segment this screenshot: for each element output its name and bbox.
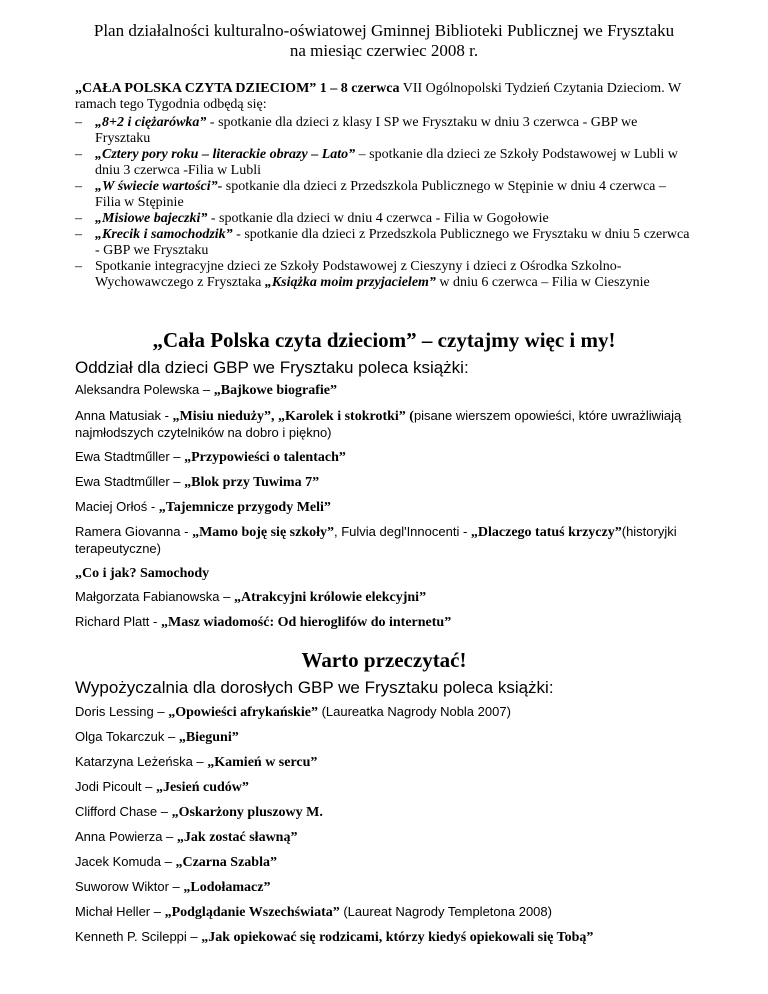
list-item: Aleksandra Polewska – „Bajkowe biografie”: [75, 382, 338, 398]
book-title: „Atrakcyjni królowie elekcyjni”: [233, 590, 427, 605]
book-title: „Podglądanie Wszechświata”: [164, 905, 340, 920]
section2-heading: Warto przeczytać!: [301, 648, 467, 672]
book-title: „Przypowieści o talentach”: [184, 450, 346, 465]
book-title: „Co i jak? Samochody: [75, 566, 210, 581]
list-item: Suworow Wiktor – „Lodołamacz”: [75, 879, 271, 895]
book-title: „Dlaczego tatuś krzyczy”: [470, 525, 622, 540]
event-text: – spotkanie dla dzieci ze Szkoły Podstawowej w Lubli w dniu 3 czerwca -Filia w Lubli: [95, 147, 678, 178]
book-title: „Jak zostać sławną”: [176, 830, 298, 845]
list-item: Katarzyna Leżeńska – „Kamień w sercu”: [75, 754, 318, 770]
event-text: - spotkanie dla dzieci z klasy I SP we Frysztaku w dniu 3 czerwca - GBP we Frysztaku: [95, 115, 638, 146]
list-item: Anna Matusiak - „Misiu nieduży”, „Karolek i stokrotki” (pisane wierszem opowieści, które uwrażliwiają najmłodszych czytelników na dobro i piękno): [75, 408, 682, 440]
book-title: „Mamo boję się szkoły”: [192, 525, 334, 540]
event-text: spotkanie dla dzieci z Przedszkola Publicznego w Stępinie w dniu 4 czerwca – Filia w Stępinie: [95, 179, 666, 210]
event-title: „W świecie wartości”-: [95, 179, 223, 194]
list-item: Jacek Komuda – „Czarna Szabla”: [75, 854, 277, 870]
list-item: Ramera Giovanna - „Mamo boję się szkoły”, Fulvia degl'Innocenti - „Dlaczego tatuś krzyczy”(historyjki terapeutyczne): [75, 524, 677, 556]
section2-lead: Wypożyczalnia dla dorosłych GBP we Frysztaku poleca książki:: [75, 678, 554, 697]
list-item: – „W świecie wartości”- spotkanie dla dzieci z Przedszkola Publicznego w Stępinie w dniu 4 czerwca – Filia w Stępinie: [75, 179, 666, 210]
document-title-line1: Plan działalności kulturalno-oświatowej Gminnej Biblioteki Publicznej we Frysztaku: [93, 21, 675, 40]
book-title: „Jesień cudów”: [155, 780, 249, 795]
book-title: „Oskarżony pluszowy M.: [171, 805, 323, 820]
section1-heading: „Cała Polska czyta dzieciom” – czytajmy więc i my!: [152, 328, 616, 352]
list-item: Doris Lessing – „Opowieści afrykańskie” (Laureatka Nagrody Nobla 2007): [75, 704, 511, 720]
book-title: „Masz wiadomość: Od hieroglifów do internetu”: [160, 615, 452, 630]
list-item: Olga Tokarczuk – „Bieguni”: [75, 729, 239, 745]
list-item: Ewa Stadtműller – „Przypowieści o talentach”: [75, 449, 346, 465]
intro-text: VII Ogólnopolski Tydzień Czytania Dzieciom. W ramach tego Tygodnia odbędą się:: [75, 81, 681, 112]
event-title: „Cztery pory roku – literackie obrazy – Lato”: [95, 147, 356, 162]
intro-title: „CAŁA POLSKA CZYTA DZIECIOM” 1 – 8 czerwca: [75, 81, 400, 96]
list-item: – „Cztery pory roku – literackie obrazy – Lato” – spotkanie dla dzieci ze Szkoły Podstawowej w Lubli w dniu 3 czerwca -Filia w Lubli: [75, 147, 678, 178]
book-title: „Misiu nieduży”, „Karolek i stokrotki” (: [172, 409, 414, 424]
event-title: „8+2 i ciężarówka”: [95, 115, 207, 130]
list-item: – „Krecik i samochodzik” - spotkanie dla dzieci z Przedszkola Publicznego we Frysztaku w dniu 5 czerwca - GBP we Frysztaku: [75, 227, 690, 258]
event-text: w dniu 6 czerwca – Filia w Cieszynie: [435, 275, 650, 290]
list-item: Clifford Chase – „Oskarżony pluszowy M.: [75, 804, 323, 820]
list-item: Michał Heller – „Podglądanie Wszechświata” (Laureat Nagrody Templetona 2008): [75, 904, 552, 920]
list-item: Richard Platt - „Masz wiadomość: Od hieroglifów do internetu”: [75, 614, 452, 630]
list-item: Kenneth P. Scileppi – „Jak opiekować się rodzicami, którzy kiedyś opiekowali się Tobą”: [75, 929, 594, 945]
events-list: [75, 115, 695, 291]
event-title: „Misiowe bajeczki”: [95, 211, 208, 226]
list-item: [75, 565, 695, 582]
list-item: – Spotkanie integracyjne dzieci ze Szkoły Podstawowej z Cieszyny i dzieci z Ośrodka Szkolno-Wychowawczego z Frysztaka „Książka moim przyjacielem” w dniu 6 czerwca – Filia w Cieszynie: [75, 259, 650, 290]
event-title: „Krecik i samochodzik”: [95, 227, 233, 242]
event-pre: Spotkanie integracyjne dzieci ze Szkoły Podstawowej z Cieszyny i dzieci z Ośrodka Szkolno-Wychowawczego z Frysztaka: [95, 259, 622, 290]
book-title: „Bajkowe biografie”: [213, 383, 338, 398]
section1-lead: Oddział dla dzieci GBP we Frysztaku poleca książki:: [75, 358, 469, 377]
event-title: „Książka moim przyjacielem”: [264, 275, 436, 290]
book-title: „Lodołamacz”: [183, 880, 271, 895]
intro-paragraph: [75, 81, 695, 113]
list-item: Ewa Stadtműller – „Blok przy Tuwima 7”: [75, 474, 320, 490]
list-item: – „Misiowe bajeczki” - spotkanie dla dzieci w dniu 4 czerwca - Filia w Gogołowie: [75, 211, 549, 226]
document-title-line2: na miesiąc czerwiec 2008 r.: [289, 41, 479, 60]
list-item: Jodi Picoult – „Jesień cudów”: [75, 779, 249, 795]
event-text: - spotkanie dla dzieci z Przedszkola Publicznego we Frysztaku w dniu 5 czerwca - GBP we Frysztaku: [95, 227, 690, 258]
list-item: – „8+2 i ciężarówka” - spotkanie dla dzieci z klasy I SP we Frysztaku w dniu 3 czerwca - GBP we Frysztaku: [75, 115, 638, 146]
list-item: Anna Powierza – „Jak zostać sławną”: [75, 829, 298, 845]
book-title: „Kamień w sercu”: [207, 755, 318, 770]
book-title: „Czarna Szabla”: [175, 855, 277, 870]
book-title: „Blok przy Tuwima 7”: [184, 475, 320, 490]
book-title: „Bieguni”: [178, 730, 239, 745]
event-text: - spotkanie dla dzieci w dniu 4 czerwca - Filia w Gogołowie: [207, 211, 549, 226]
book-title: „Tajemnicze przygody Meli”: [158, 500, 331, 515]
list-item: Maciej Orłoś - „Tajemnicze przygody Meli”: [75, 499, 331, 515]
book-title: „Jak opiekować się rodzicami, którzy kiedyś opiekowali się Tobą”: [201, 930, 594, 945]
list-item: Małgorzata Fabianowska – „Atrakcyjni królowie elekcyjni”: [75, 589, 427, 605]
book-title: „Opowieści afrykańskie”: [168, 705, 318, 720]
